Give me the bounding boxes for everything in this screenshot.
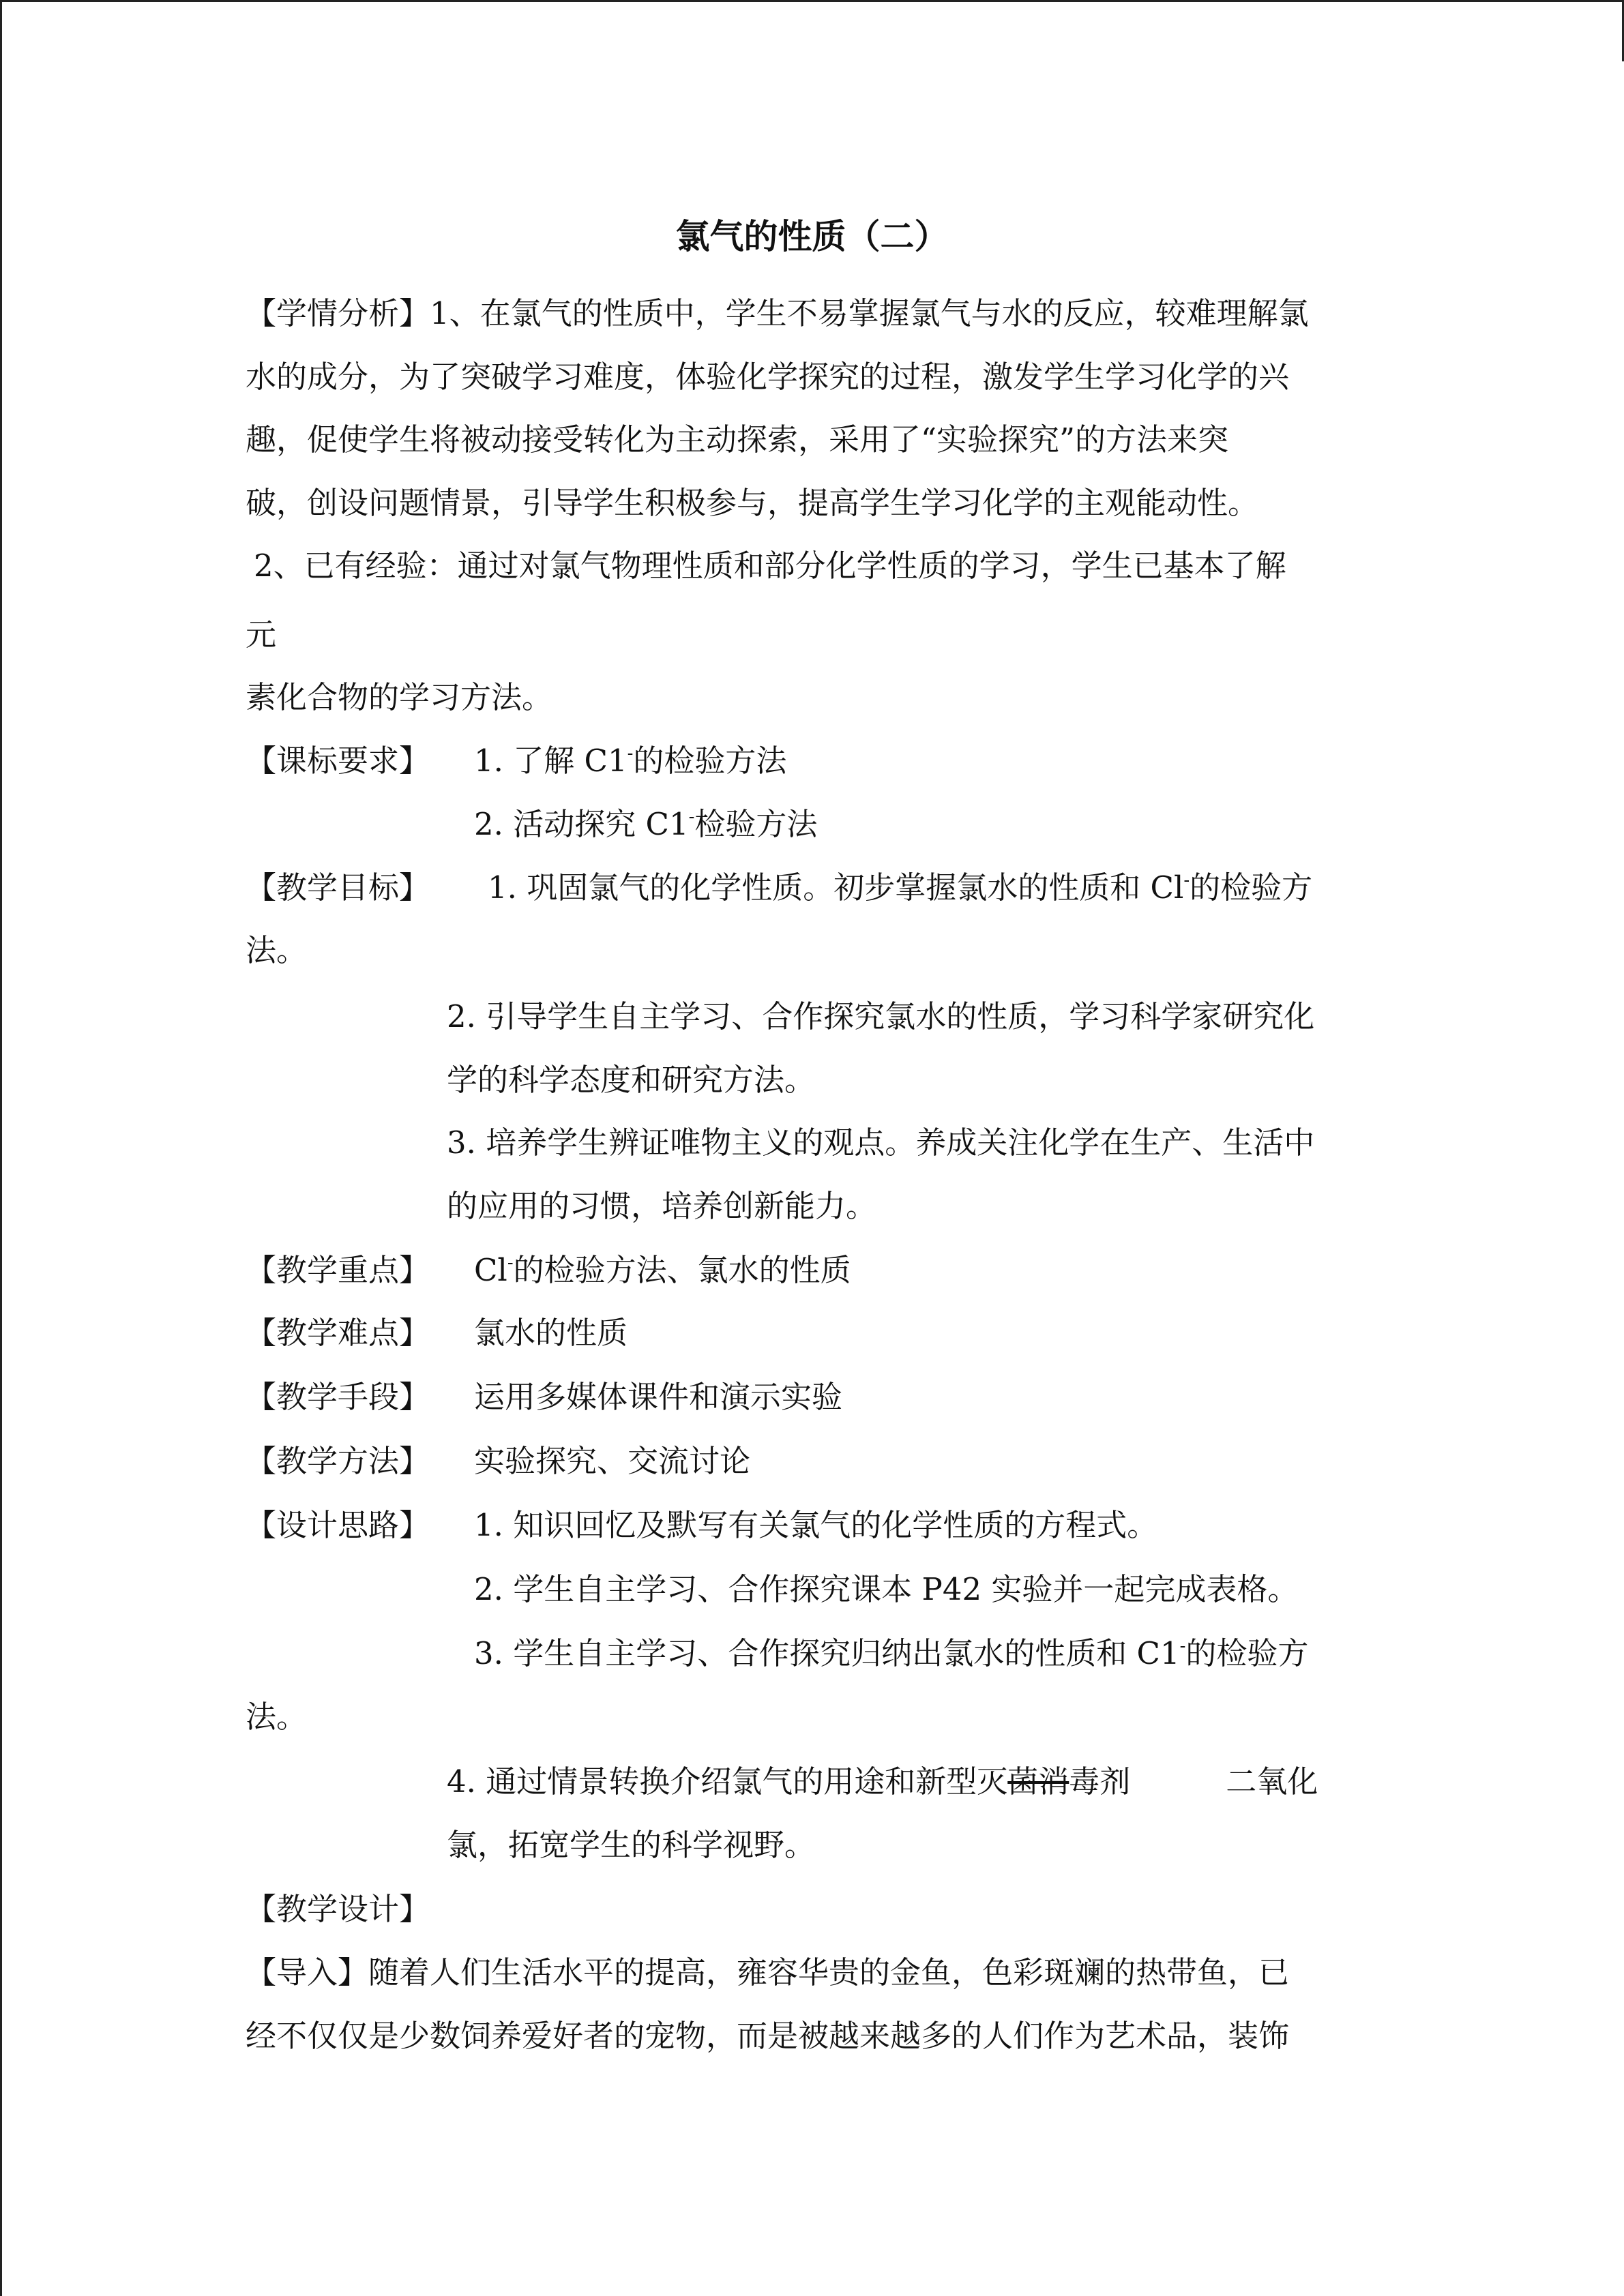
silu-line-3: 3. 学生自主学习、合作探究归纳出氯水的性质和 C1-的检验方 bbox=[474, 1635, 1309, 1671]
shouduan-label: 【教学手段】 bbox=[246, 1379, 430, 1415]
xueqing-label: 【学情分析】 bbox=[246, 295, 430, 331]
xueqing-line-6: 元 bbox=[246, 616, 277, 653]
zhongdian-label: 【教学重点】 bbox=[246, 1252, 430, 1288]
daoru-line-2: 经不仅仅是少数饲养爱好者的宠物，而是被越来越多的人们作为艺术品，装饰 bbox=[246, 2018, 1290, 2054]
silu-line-1: 【设计思路】 1. 知识回忆及默写有关氯气的化学性质的方程式。 bbox=[246, 1503, 1157, 1548]
daoru-line-1: 【导入】随着人们生活水平的提高，雍容华贵的金鱼，色彩斑斓的热带鱼，已 bbox=[246, 1954, 1290, 1991]
mubiao-item3-line-1: 3. 培养学生辨证唯物主义的观点。养成关注化学在生产、生活中 bbox=[447, 1124, 1315, 1161]
mubiao-item2-line-2: 学的科学态度和研究方法。 bbox=[447, 1062, 816, 1098]
mubiao-label: 【教学目标】 bbox=[246, 869, 430, 906]
silu-line-2: 2. 学生自主学习、合作探究课本 P42 实验并一起完成表格。 bbox=[474, 1571, 1299, 1607]
mubiao-line-2: 法。 bbox=[246, 932, 308, 968]
xueqing-line-4: 破，创设问题情景，引导学生积极参与，提高学生学习化学的主观能动性。 bbox=[246, 485, 1259, 521]
kebiao-line-1: 【课标要求】 1. 了解 C1-的检验方法 bbox=[246, 739, 786, 784]
daoru-label: 【导入】 bbox=[246, 1954, 369, 1991]
sheji-label: 【教学设计】 bbox=[246, 1891, 430, 1927]
silu-line-6: 氯，拓宽学生的科学视野。 bbox=[447, 1827, 816, 1863]
nandian-line: 【教学难点】 氯水的性质 bbox=[246, 1311, 628, 1356]
silu-label: 【设计思路】 bbox=[246, 1507, 430, 1543]
nandian-label: 【教学难点】 bbox=[246, 1315, 430, 1351]
mubiao-item3-line-2: 的应用的习惯，培养创新能力。 bbox=[447, 1188, 877, 1224]
kebiao-line-2: 2. 活动探究 C1-检验方法 bbox=[474, 806, 818, 842]
page-title: 氯气的性质（二） bbox=[675, 217, 949, 256]
struck-text: 菌消 bbox=[1007, 1763, 1069, 1800]
mubiao-item2-line-1: 2. 引导学生自主学习、合作探究氯水的性质，学习科学家研究化 bbox=[447, 998, 1315, 1034]
zhongdian-line: 【教学重点】 Cl-的检验方法、氯水的性质 bbox=[246, 1248, 851, 1293]
xueqing-line-3: 趣，促使学生将被动接受转化为主动探索，采用了“实验探究”的方法来突 bbox=[246, 421, 1229, 458]
xueqing-line-5: 2、已有经验：通过对氯气物理性质和部分化学性质的学习，学生已基本了解 bbox=[254, 548, 1286, 584]
kebiao-label: 【课标要求】 bbox=[246, 743, 430, 779]
silu-line-5: 4. 通过情景转换介绍氯气的用途和新型灭菌消毒剂 二氧化 bbox=[447, 1763, 1318, 1800]
xueqing-line-1: 【学情分析】1、在氯气的性质中，学生不易掌握氯气与水的反应，较难理解氯 bbox=[246, 295, 1309, 331]
xueqing-line-7: 素化合物的学习方法。 bbox=[246, 679, 553, 715]
fangfa-line: 【教学方法】 实验探究、交流讨论 bbox=[246, 1439, 750, 1484]
xueqing-line-2: 水的成分，为了突破学习难度，体验化学探究的过程，激发学生学习化学的兴 bbox=[246, 359, 1290, 395]
silu-line-4: 法。 bbox=[246, 1699, 308, 1735]
mubiao-line-1: 【教学目标】 1. 巩固氯气的化学性质。初步掌握氯水的性质和 Cl-的检验方 bbox=[246, 865, 1312, 910]
fangfa-label: 【教学方法】 bbox=[246, 1443, 430, 1479]
shouduan-line: 【教学手段】 运用多媒体课件和演示实验 bbox=[246, 1375, 842, 1420]
